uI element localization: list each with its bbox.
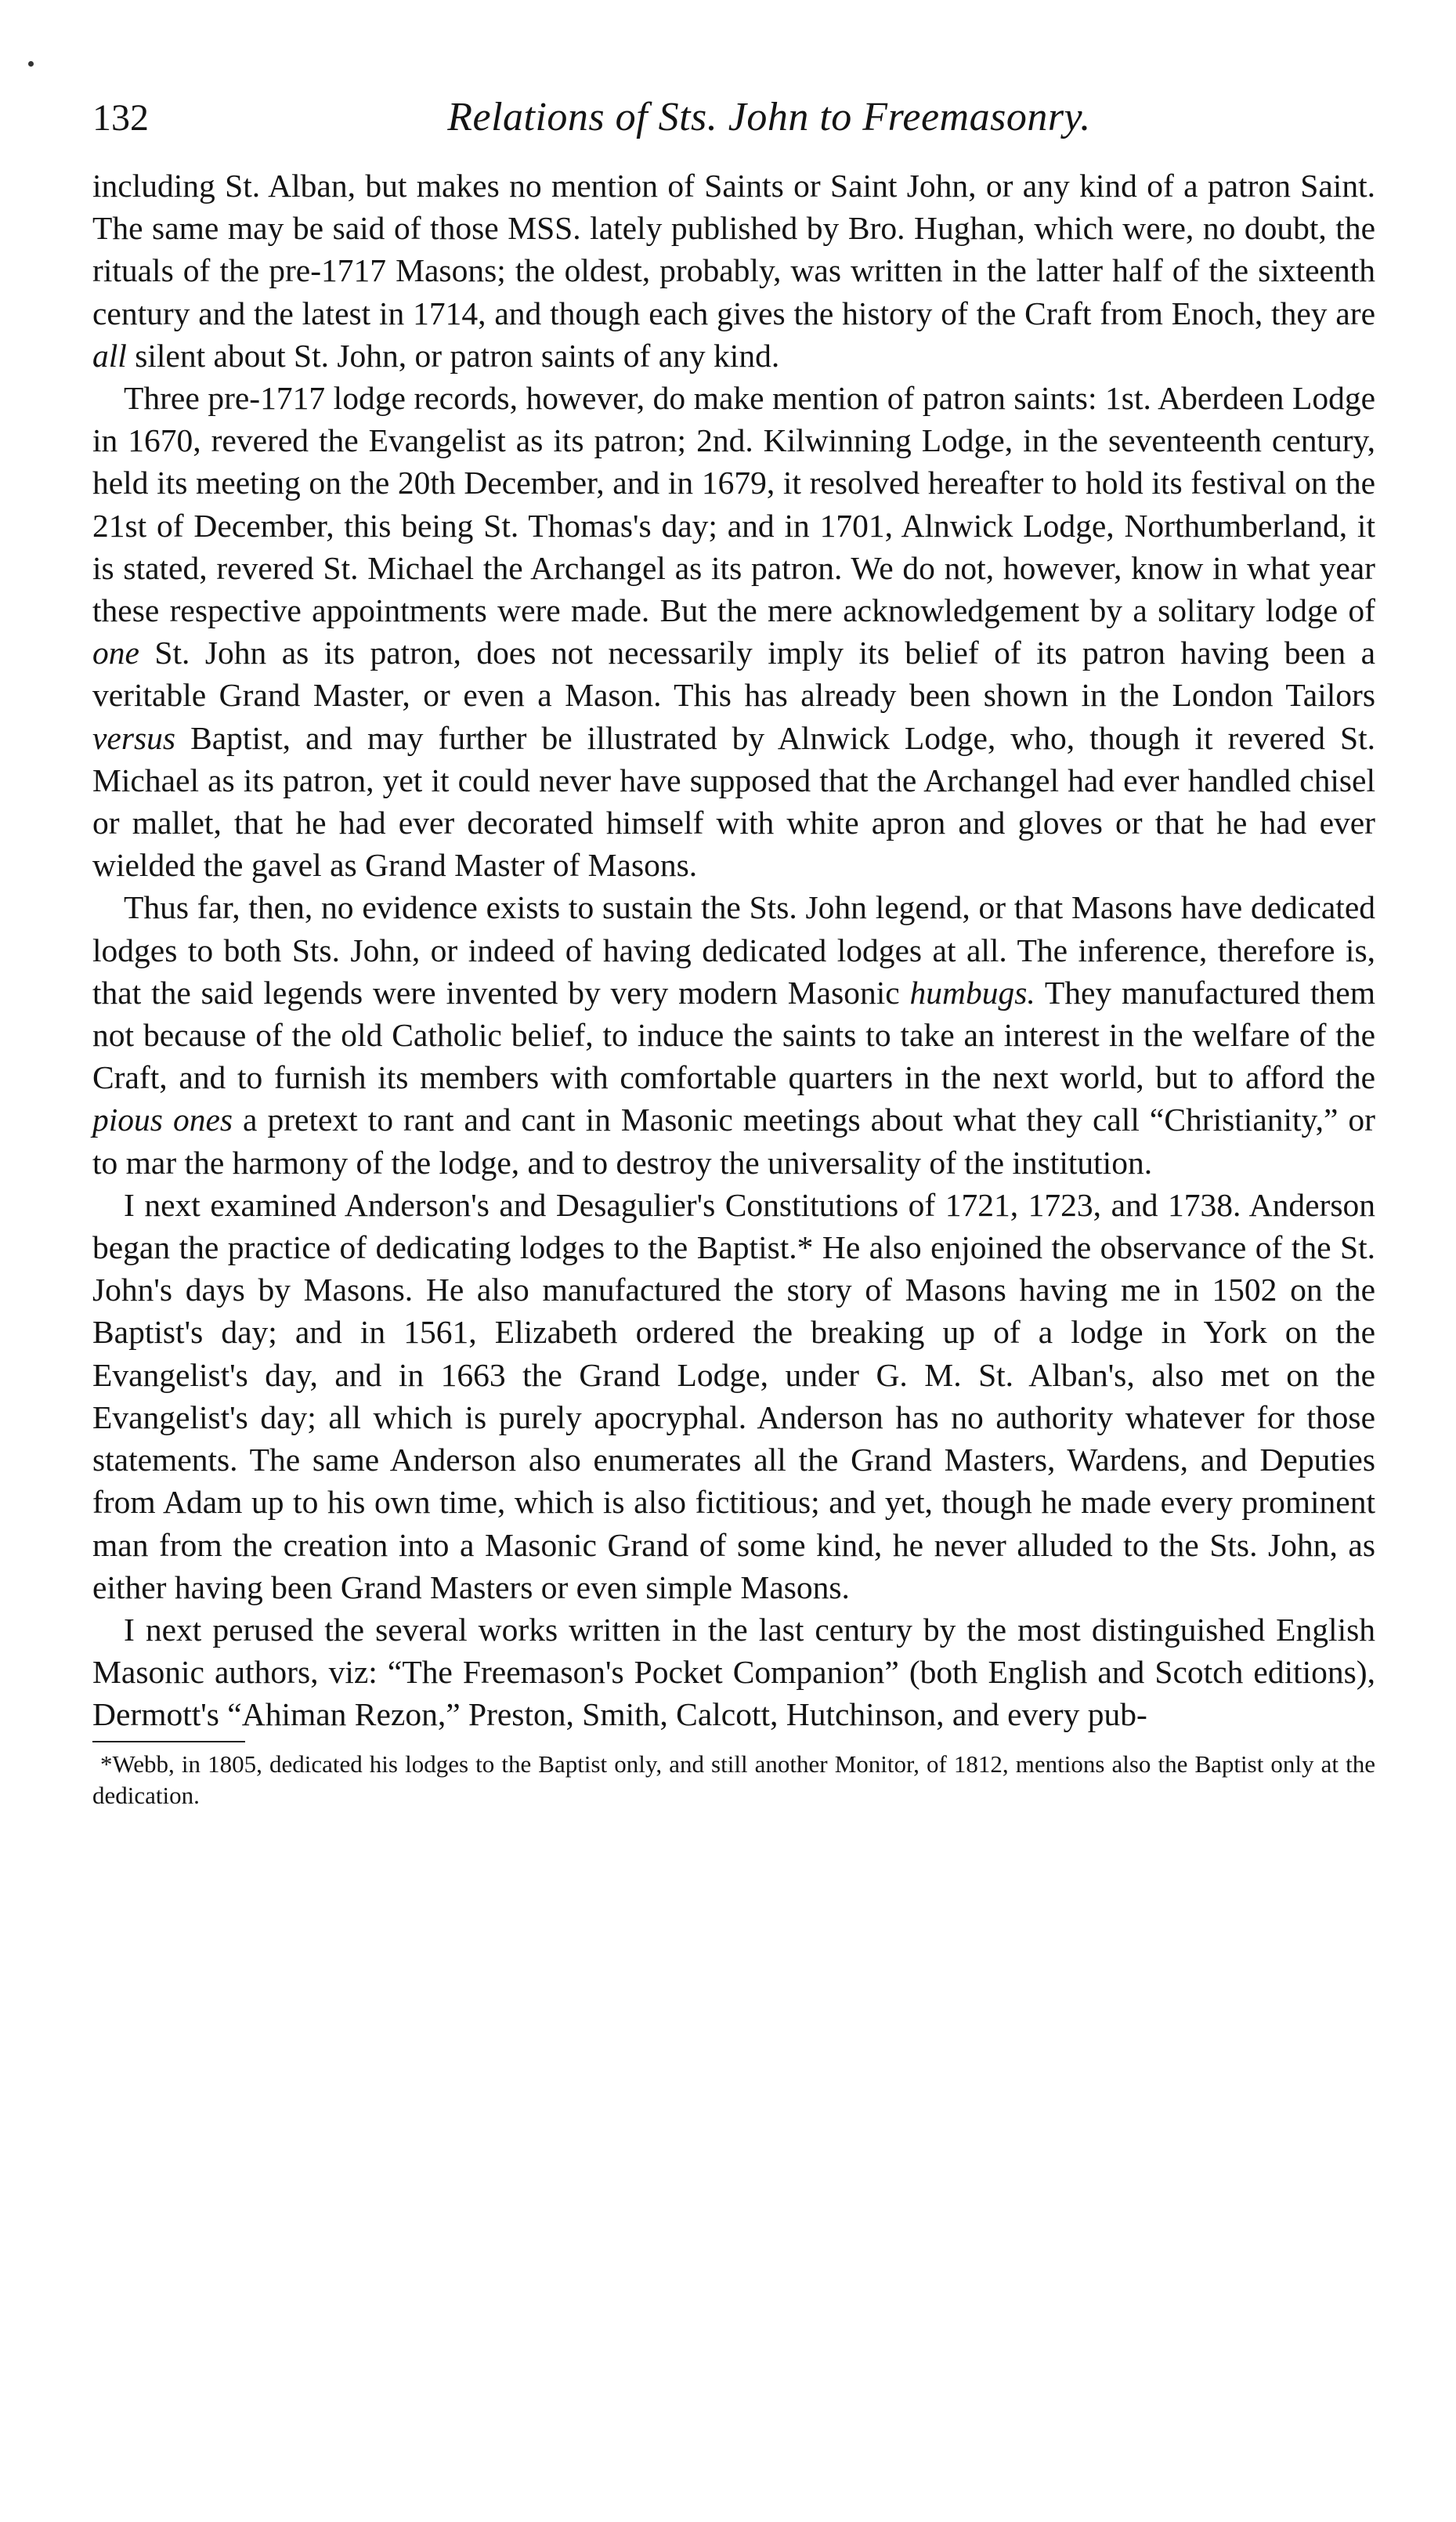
text-run: I next perused the several works written in the last century by the most distinguished English Masonic authors, viz: “The Freemason's Pocket Companion” (both English and Scotch editions), Dermott's “Ahiman Rezon,” Preston, Smith, Calcott, Hutchinson, and every pub- <box>92 1611 1375 1733</box>
italic-text: versus <box>92 719 176 756</box>
paragraph <box>92 886 1375 1183</box>
italic-text: humbugs. <box>909 974 1035 1011</box>
text-run: Three pre-1717 lodge records, however, do make mention of patron saints: 1st. Aberdeen Lodge in 1670, revered the Evangelist as its patron; 2nd. Kilwinning Lodge, in the seventeenth century, held its meeting on the 20th December, and in 1679, it resolved hereafter to hold its festival on the 21st of December, this being St. Thomas's day; and in 1701, Alnwick Lodge, Northumberland, it is stated, revered St. Michael the Archangel as its patron. We do not, however, know in what year these respective appointments were made. But the mere acknowledgement by a solitary lodge of <box>92 380 1375 629</box>
paragraph <box>92 165 1375 377</box>
text-run: silent about St. John, or patron saints of any kind. <box>126 337 780 374</box>
stray-ink-mark <box>28 61 34 67</box>
text-run: Thus far, then, no evidence exists to sustain the Sts. John legend, or that Masons have dedicated lodges to both Sts. John, or indeed of having dedicated lodges at all. The inference, therefore is, that the said legends were invented by very modern Masonic <box>92 889 1375 1011</box>
page-number: 132 <box>92 97 149 139</box>
paragraph <box>92 1184 1375 1608</box>
italic-text: one <box>92 635 139 671</box>
paragraph <box>92 1608 1375 1736</box>
text-run: I next examined Anderson's and Desagulier's Constitutions of 1721, 1723, and 1738. Anderson began the practice of dedicating lodges to the Baptist.* He also enjoined the observance of the St. John's days by Masons. He also manufactured the story of Masons having me in 1502 on the Baptist's day; and in 1561, Elizabeth ordered the breaking up of a lodge in York on the Evangelist's day, and in 1663 the Grand Lodge, under G. M. St. Alban's, also met on the Evangelist's day; all which is purely apocryphal. Anderson has no authority whatever for those statements. The same Anderson also enumerates all the Grand Masters, Wardens, and Deputies from Adam up to his own time, which is also fictitious; and yet, though he made every prominent man from the creation into a Masonic Grand of some kind, he never alluded to the Sts. John, as either having been Grand Masters or even simple Masons. <box>92 1186 1375 1605</box>
italic-text: pious ones <box>92 1102 233 1138</box>
body-text <box>92 165 1375 1736</box>
footnote-rule <box>92 1741 245 1742</box>
text-run: including St. Alban, but makes no mention of Saints or Saint John, or any kind of a patron Saint. The same may be said of those MSS. lately published by Bro. Hughan, which were, no doubt, the rituals of the pre-1717 Masons; the oldest, probably, was written in the latter half of the sixteenth century and the latest in 1714, and though each gives the history of the Craft from Enoch, they are <box>92 168 1375 331</box>
italic-text: all <box>92 337 127 374</box>
page-header <box>92 94 1375 165</box>
running-title: Relations of Sts. John to Freemasonry. <box>447 95 1091 139</box>
book-page <box>92 94 1375 1811</box>
text-run: St. John as its patron, does not necessarily imply its belief of its patron having been a veritable Grand Master, or even a Mason. This has already been shown in the London Tailors <box>92 635 1375 714</box>
text-run: Baptist, and may further be illustrated by Alnwick Lodge, who, though it revered St. Michael as its patron, yet it could never have supposed that the Archangel had ever handled chisel or mallet, that he had ever decorated himself with white apron and gloves or that he had ever wielded the gavel as Grand Master of Masons. <box>92 719 1375 884</box>
footnote: *Webb, in 1805, dedicated his lodges to the Baptist only, and still another Monitor, of 1812, mentions also the Baptist only at the dedication. <box>92 1749 1375 1809</box>
text-run: They manufactured them not because of the old Catholic belief, to induce the saints to take an interest in the welfare of the Craft, and to furnish its members with comfortable quarters in the next world, but to afford the <box>92 974 1375 1096</box>
paragraph <box>92 377 1375 886</box>
text-run: a pretext to rant and cant in Masonic meetings about what they call “Christianity,” or to mar the harmony of the lodge, and to destroy the universality of the institution. <box>92 1102 1375 1181</box>
